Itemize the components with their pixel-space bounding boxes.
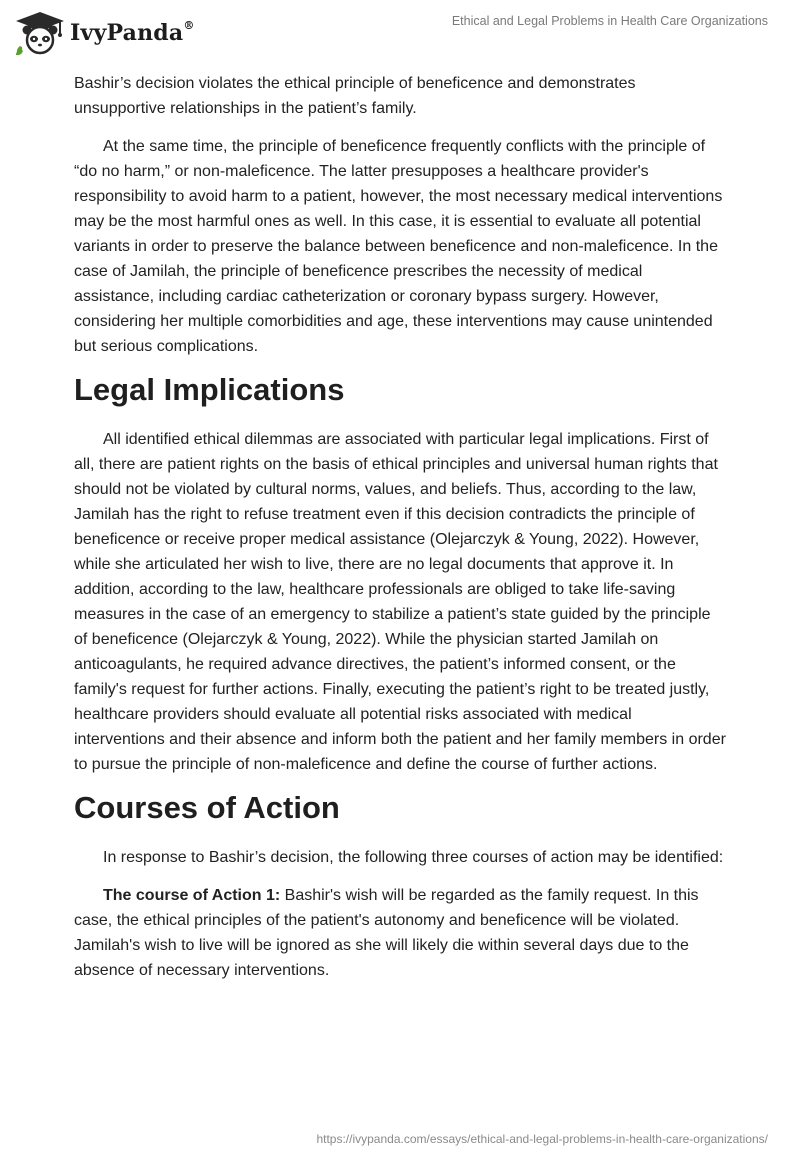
course-1-label: The course of Action 1: <box>103 887 281 904</box>
logo-wordmark: IvyPanda® <box>70 18 195 46</box>
course-1-text: Bashir's wish will be regarded as the family request. In this case, the ethical principles of the patient's autonomy and beneficence will be violated. Jamilah's wish to live will be ignored as she will likely die within several days due to the absence of necessary interventions. <box>74 887 699 979</box>
paragraph-beneficence-violation: Bashir’s decision violates the ethical principle of beneficence and demonstrates unsupportive relationships in the patient’s family. <box>74 75 636 117</box>
paragraph-beneficence-conflict: At the same time, the principle of beneficence frequently conflicts with the principle of “do no harm,” or non-maleficence. The latter presupposes a healthcare provider's responsibility to avoid harm to a patient, however, the most necessary medical interventions may be the most harmful ones as well. In this case, it is essential to evaluate all potential variants in order to preserve the balance between beneficence and non-maleficence. In the case of Jamilah, the principle of beneficence prescribes the necessity of medical assistance, including cardiac catheterization or coronary bypass surgery. However, considering her multiple comorbidities and age, these interventions may cause unintended but serious complications. <box>74 138 723 355</box>
ivypanda-logo[interactable] <box>14 10 195 56</box>
panda-graduate-icon <box>14 10 66 56</box>
paragraph-courses-intro: In response to Bashir’s decision, the following three courses of action may be identified: <box>103 849 724 866</box>
document-title: Ethical and Legal Problems in Health Care Organizations <box>451 14 768 28</box>
paragraph-legal-implications: All identified ethical dilemmas are associated with particular legal implications. First of all, there are patient rights on the basis of ethical principles and universal human rights that should not be violated by cultural norms, values, and beliefs. Thus, according to the law, Jamilah has the right to refuse treatment even if this decision contradicts the principle of beneficence or receive proper medical assistance (Olejarczyk & Young, 2022). However, while she articulated her wish to live, there are no legal documents that approve it. In addition, according to the law, healthcare professionals are obliged to take life-saving measures in the case of an emergency to stabilize a patient’s state guided by the principle of beneficence (Olejarczyk & Young, 2022). While the physician started Jamilah on anticoagulants, he required advance directives, the patient’s informed consent, or the family's request for further actions. Finally, executing the patient’s right to be treated justly, healthcare providers should evaluate all potential risks associated with medical interventions and their absence and inform both the patient and her family members in order to pursue the principle of non-maleficence and define the course of further actions. <box>74 431 726 773</box>
paragraph-course-of-action-1 <box>74 883 726 983</box>
page-header <box>0 0 800 64</box>
source-url[interactable]: https://ivypanda.com/essays/ethical-and-legal-problems-in-health-care-organizations/ <box>316 1132 768 1146</box>
heading-courses-of-action: Courses of Action <box>74 790 340 825</box>
essay-content <box>74 71 726 996</box>
heading-legal-implications: Legal Implications <box>74 372 345 407</box>
